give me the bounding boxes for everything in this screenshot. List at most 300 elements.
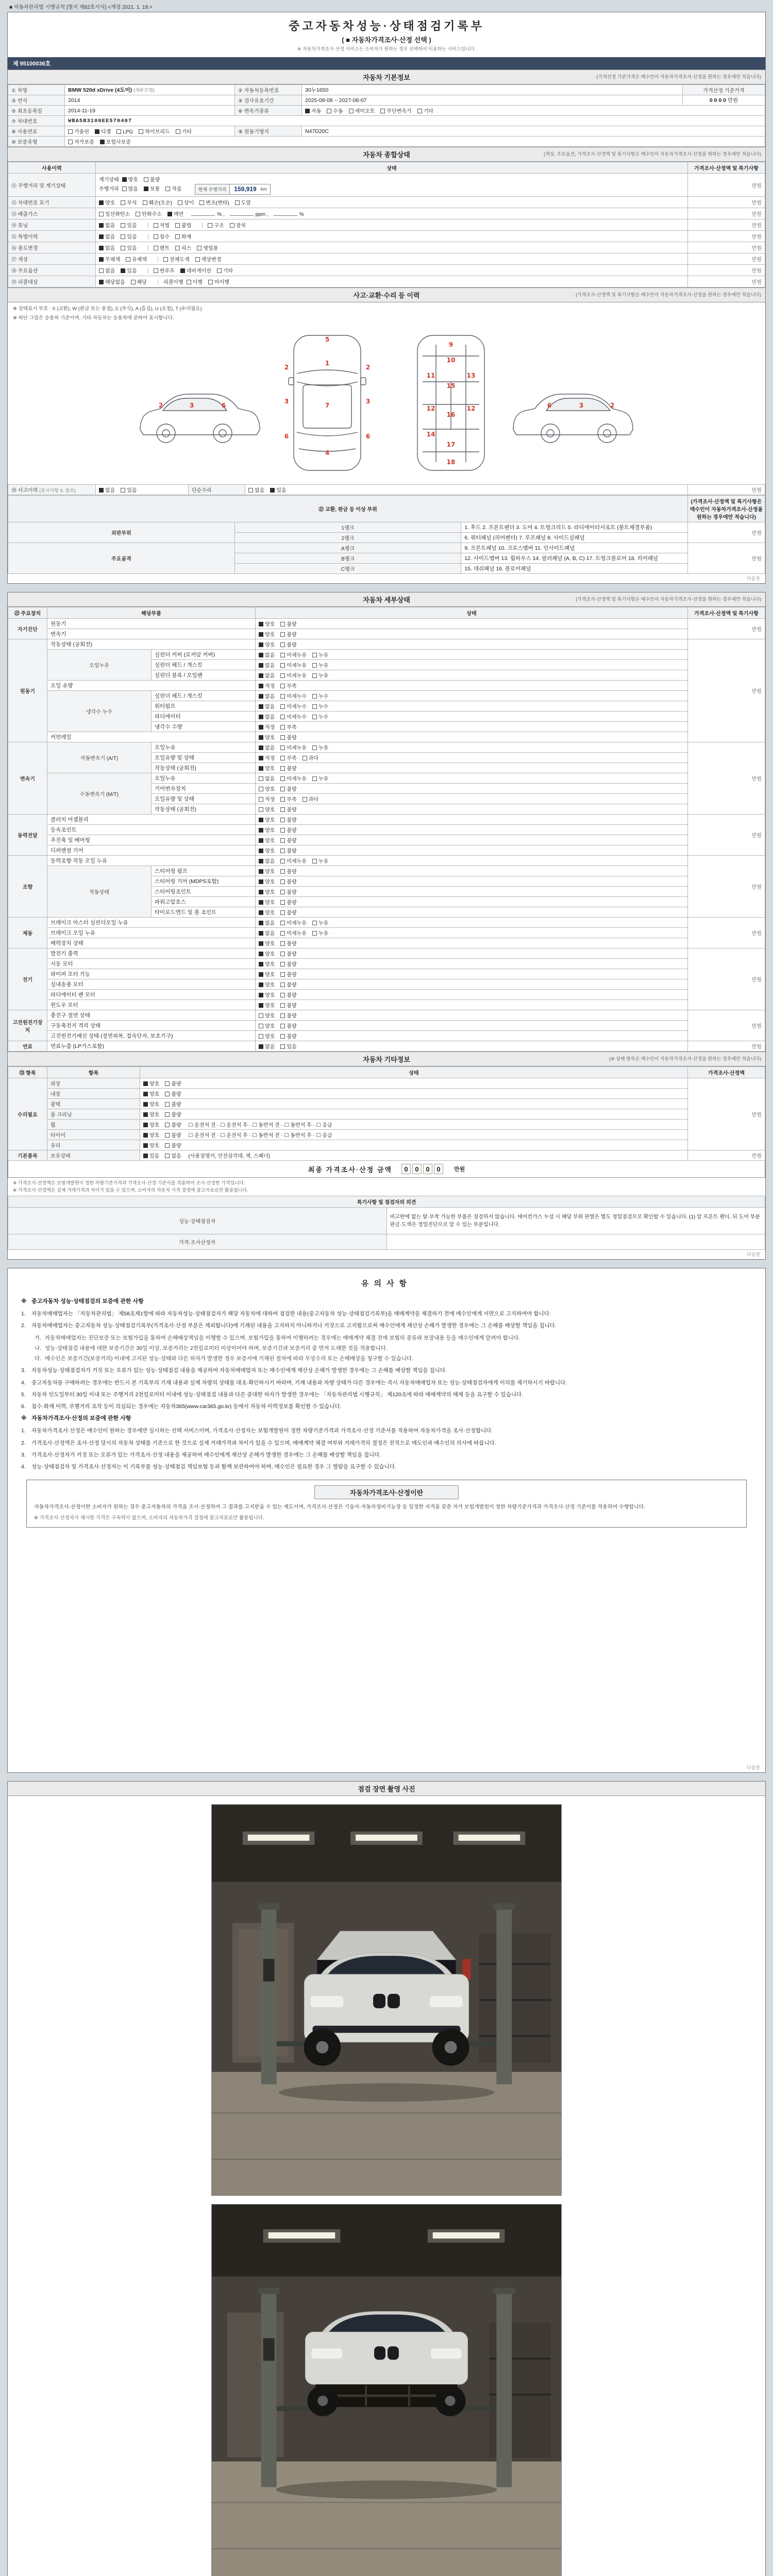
checkbox-box[interactable] [259, 952, 263, 956]
checkbox-불량[interactable] [280, 1024, 296, 1029]
checkbox-box[interactable] [280, 972, 285, 977]
checkbox-불량[interactable] [280, 900, 296, 906]
checkbox-미세누유[interactable] [280, 776, 307, 782]
checkbox-없음[interactable] [259, 1044, 275, 1050]
checkbox-없음[interactable] [99, 234, 115, 240]
checkbox-누유[interactable] [312, 776, 328, 782]
checkbox-이행[interactable] [187, 280, 203, 285]
checkbox-box[interactable] [312, 694, 317, 699]
checkbox-box[interactable] [165, 1123, 170, 1127]
checkbox-box[interactable] [259, 725, 263, 730]
checkbox-부족[interactable] [280, 756, 296, 761]
checkbox-기타[interactable] [417, 109, 433, 114]
checkbox-box[interactable] [280, 673, 285, 678]
checkbox-불량[interactable] [280, 818, 296, 823]
checkbox-box[interactable] [312, 673, 317, 678]
checkbox-box[interactable] [165, 1112, 170, 1117]
checkbox-box[interactable] [235, 200, 240, 205]
checkbox-box[interactable] [259, 931, 263, 936]
checkbox-미세누유[interactable] [280, 663, 307, 669]
checkbox-세미오토[interactable] [349, 109, 375, 114]
checkbox-해당[interactable] [131, 280, 147, 285]
checkbox-불량[interactable] [280, 941, 296, 947]
checkbox-부식[interactable] [121, 200, 137, 206]
checkbox-있음[interactable] [280, 1044, 296, 1050]
checkbox-box[interactable] [280, 632, 285, 637]
checkbox-box[interactable] [144, 187, 148, 191]
checkbox-box[interactable] [312, 776, 317, 781]
checkbox-불량[interactable] [280, 879, 296, 885]
checkbox-box[interactable] [417, 109, 422, 113]
checkbox-부족[interactable] [280, 797, 296, 803]
checkbox-box[interactable] [270, 488, 275, 493]
checkbox-누유[interactable] [312, 663, 328, 669]
checkbox-box[interactable] [280, 653, 285, 657]
checkbox-양호[interactable] [259, 869, 275, 875]
checkbox-box[interactable] [154, 234, 158, 239]
checkbox-box[interactable] [136, 212, 140, 216]
checkbox-box[interactable] [167, 212, 172, 216]
checkbox-box[interactable] [163, 257, 168, 262]
checkbox-양호[interactable] [259, 1024, 275, 1029]
checkbox-box[interactable] [280, 931, 285, 936]
checkbox-box[interactable] [259, 787, 263, 791]
checkbox-없음[interactable] [248, 488, 264, 494]
checkbox-누유[interactable] [312, 745, 328, 751]
checkbox-없음[interactable] [99, 268, 115, 274]
checkbox-box[interactable] [280, 807, 285, 812]
checkbox-불량[interactable] [280, 622, 296, 628]
checkbox-누유[interactable] [312, 653, 328, 658]
checkbox-불량[interactable] [280, 910, 296, 916]
checkbox-양호[interactable] [143, 1112, 159, 1118]
checkbox-전체도색[interactable] [163, 257, 190, 263]
checkbox-양호[interactable] [99, 200, 115, 206]
checkbox-양호[interactable] [259, 818, 275, 823]
checkbox-적정[interactable] [259, 725, 275, 731]
checkbox-양호[interactable] [259, 838, 275, 844]
checkbox-box[interactable] [280, 890, 285, 894]
checkbox-box[interactable] [208, 223, 212, 228]
checkbox-box[interactable] [143, 1102, 148, 1107]
checkbox-box[interactable] [280, 1044, 285, 1049]
checkbox-누유[interactable] [312, 921, 328, 926]
checkbox-불량[interactable] [280, 828, 296, 834]
checkbox-불량[interactable] [280, 735, 296, 741]
checkbox-box[interactable] [116, 129, 121, 134]
checkbox-양호[interactable] [143, 1092, 159, 1097]
checkbox-box[interactable] [259, 776, 263, 781]
checkbox-box[interactable] [99, 223, 104, 228]
checkbox-불법[interactable] [175, 223, 191, 229]
checkbox-box[interactable] [259, 859, 263, 863]
checkbox-양호[interactable] [259, 828, 275, 834]
checkbox-box[interactable] [259, 869, 263, 874]
checkbox-과다[interactable] [303, 756, 318, 761]
checkbox-box[interactable] [280, 900, 285, 905]
checkbox-box[interactable] [280, 694, 285, 699]
checkbox-미세누수[interactable] [280, 715, 307, 720]
checkbox-box[interactable] [259, 704, 263, 709]
checkbox-불량[interactable] [165, 1092, 181, 1097]
checkbox-box[interactable] [165, 1143, 170, 1148]
checkbox-box[interactable] [259, 1034, 263, 1039]
checkbox-자가보증[interactable] [68, 140, 94, 145]
checkbox-부족[interactable] [280, 684, 296, 689]
checkbox-box[interactable] [280, 952, 285, 956]
checkbox-미세누유[interactable] [280, 859, 307, 865]
checkbox-양호[interactable] [143, 1102, 159, 1108]
checkbox-box[interactable] [259, 838, 263, 843]
checkbox-불량[interactable] [165, 1123, 181, 1128]
checkbox-양호[interactable] [259, 642, 275, 648]
checkbox-있음[interactable] [121, 234, 137, 240]
checkbox-적정[interactable] [259, 756, 275, 761]
checkbox-장치[interactable] [230, 223, 246, 229]
checkbox-box[interactable] [327, 109, 331, 113]
checkbox-box[interactable] [165, 1102, 170, 1107]
checkbox-없음[interactable] [259, 663, 275, 669]
checkbox-화재[interactable] [175, 234, 191, 240]
checkbox-불량[interactable] [280, 952, 296, 957]
checkbox-box[interactable] [199, 200, 204, 205]
checkbox-box[interactable] [280, 756, 285, 760]
checkbox-변조(변타)[interactable] [199, 200, 229, 206]
checkbox-box[interactable] [259, 735, 263, 740]
checkbox-box[interactable] [280, 704, 285, 709]
checkbox-양호[interactable] [259, 890, 275, 895]
checkbox-box[interactable] [280, 684, 285, 688]
checkbox-없음[interactable] [99, 246, 115, 251]
checkbox-box[interactable] [312, 921, 317, 925]
checkbox-누유[interactable] [312, 673, 328, 679]
checkbox-box[interactable] [259, 622, 263, 626]
checkbox-누수[interactable] [312, 715, 328, 720]
checkbox-양호[interactable] [259, 1003, 275, 1009]
checkbox-불량[interactable] [144, 177, 160, 183]
checkbox-box[interactable] [280, 859, 285, 863]
checkbox-box[interactable] [280, 715, 285, 719]
checkbox-없음[interactable] [165, 1154, 181, 1159]
checkbox-없음[interactable] [259, 694, 275, 700]
checkbox-box[interactable] [259, 828, 263, 833]
checkbox-box[interactable] [280, 838, 285, 843]
checkbox-box[interactable] [280, 849, 285, 853]
checkbox-불량[interactable] [280, 787, 296, 792]
checkbox-썬루프[interactable] [154, 268, 175, 274]
checkbox-양호[interactable] [143, 1143, 159, 1149]
checkbox-침수[interactable] [154, 234, 170, 240]
checkbox-box[interactable] [165, 187, 170, 191]
checkbox-box[interactable] [280, 869, 285, 874]
checkbox-도말[interactable] [235, 200, 251, 206]
checkbox-box[interactable] [143, 1092, 148, 1096]
checkbox-적정[interactable] [259, 684, 275, 689]
checkbox-box[interactable] [305, 109, 310, 113]
checkbox-box[interactable] [280, 993, 285, 997]
checkbox-box[interactable] [99, 268, 104, 273]
checkbox-box[interactable] [259, 715, 263, 719]
checkbox-렌트[interactable] [154, 246, 170, 251]
checkbox-box[interactable] [312, 859, 317, 863]
checkbox-box[interactable] [259, 642, 263, 647]
checkbox-유채색[interactable] [126, 257, 147, 263]
checkbox-없음[interactable] [259, 745, 275, 751]
checkbox-상이[interactable] [178, 200, 194, 206]
checkbox-box[interactable] [99, 200, 104, 205]
checkbox-불량[interactable] [165, 1143, 181, 1149]
checkbox-box[interactable] [280, 1034, 285, 1039]
checkbox-불량[interactable] [280, 1034, 296, 1040]
checkbox-box[interactable] [121, 488, 125, 493]
checkbox-미세누유[interactable] [280, 931, 307, 937]
checkbox-box[interactable] [280, 663, 285, 668]
checkbox-box[interactable] [259, 1013, 263, 1018]
checkbox-box[interactable] [280, 797, 285, 802]
checkbox-불량[interactable] [280, 642, 296, 648]
checkbox-양호[interactable] [259, 1013, 275, 1019]
checkbox-box[interactable] [154, 246, 158, 250]
checkbox-없음[interactable] [99, 488, 115, 494]
checkbox-box[interactable] [180, 268, 185, 273]
checkbox-네비게이션[interactable] [180, 268, 211, 274]
checkbox-LPG[interactable] [116, 129, 133, 135]
checkbox-무단변속기[interactable] [380, 109, 411, 114]
checkbox-구조[interactable] [208, 223, 224, 229]
checkbox-수동[interactable] [327, 109, 343, 114]
checkbox-없음[interactable] [99, 223, 115, 229]
checkbox-box[interactable] [165, 1133, 170, 1138]
checkbox-box[interactable] [259, 766, 263, 771]
checkbox-box[interactable] [131, 280, 136, 284]
checkbox-누유[interactable] [312, 859, 328, 865]
checkbox-불량[interactable] [165, 1112, 181, 1118]
checkbox-기타[interactable] [217, 268, 233, 274]
checkbox-미세누유[interactable] [280, 921, 307, 926]
checkbox-box[interactable] [280, 735, 285, 740]
checkbox-부족[interactable] [280, 725, 296, 731]
checkbox-미세누수[interactable] [280, 694, 307, 700]
checkbox-box[interactable] [259, 849, 263, 853]
checkbox-box[interactable] [259, 910, 263, 915]
checkbox-자동[interactable] [305, 109, 321, 114]
checkbox-box[interactable] [187, 280, 191, 284]
checkbox-양호[interactable] [259, 849, 275, 854]
checkbox-미세누유[interactable] [280, 745, 307, 751]
checkbox-box[interactable] [165, 1154, 170, 1158]
checkbox-box[interactable] [259, 900, 263, 905]
checkbox-없음[interactable] [259, 673, 275, 679]
checkbox-box[interactable] [259, 673, 263, 678]
checkbox-양호[interactable] [259, 972, 275, 978]
checkbox-box[interactable] [121, 268, 125, 273]
checkbox-불량[interactable] [280, 890, 296, 895]
checkbox-box[interactable] [280, 776, 285, 781]
checkbox-box[interactable] [280, 879, 285, 884]
checkbox-box[interactable] [165, 1081, 170, 1086]
checkbox-box[interactable] [259, 921, 263, 925]
checkbox-box[interactable] [280, 910, 285, 915]
checkbox-가솔린[interactable] [68, 129, 89, 135]
checkbox-양호[interactable] [259, 807, 275, 813]
checkbox-box[interactable] [259, 694, 263, 699]
checkbox-양호[interactable] [259, 787, 275, 792]
checkbox-box[interactable] [259, 818, 263, 822]
checkbox-일산화탄소[interactable] [99, 212, 130, 217]
checkbox-box[interactable] [259, 653, 263, 657]
checkbox-box[interactable] [217, 268, 222, 273]
checkbox-box[interactable] [144, 177, 148, 182]
checkbox-box[interactable] [259, 797, 263, 802]
checkbox-보통[interactable] [144, 187, 160, 192]
checkbox-box[interactable] [143, 200, 147, 205]
checkbox-양호[interactable] [259, 941, 275, 947]
checkbox-box[interactable] [126, 257, 130, 262]
checkbox-box[interactable] [280, 941, 285, 946]
checkbox-box[interactable] [259, 807, 263, 812]
checkbox-box[interactable] [95, 129, 99, 134]
checkbox-box[interactable] [122, 187, 127, 191]
checkbox-box[interactable] [99, 280, 104, 284]
checkbox-box[interactable] [99, 246, 104, 250]
checkbox-box[interactable] [312, 715, 317, 719]
checkbox-없음[interactable] [259, 715, 275, 720]
checkbox-없음[interactable] [259, 776, 275, 782]
checkbox-box[interactable] [312, 745, 317, 750]
checkbox-box[interactable] [139, 129, 143, 134]
checkbox-box[interactable] [280, 1013, 285, 1018]
checkbox-box[interactable] [121, 234, 125, 239]
checkbox-box[interactable] [121, 246, 125, 250]
checkbox-불량[interactable] [280, 632, 296, 638]
checkbox-box[interactable] [230, 223, 234, 228]
checkbox-box[interactable] [143, 1143, 148, 1148]
checkbox-영업용[interactable] [197, 246, 218, 251]
checkbox-box[interactable] [280, 1024, 285, 1028]
checkbox-box[interactable] [143, 1112, 148, 1117]
checkbox-box[interactable] [248, 488, 253, 493]
checkbox-양호[interactable] [259, 982, 275, 988]
checkbox-있음[interactable] [121, 488, 137, 494]
checkbox-box[interactable] [280, 962, 285, 967]
checkbox-box[interactable] [303, 797, 307, 802]
checkbox-box[interactable] [143, 1133, 148, 1138]
checkbox-누유[interactable] [312, 931, 328, 937]
checkbox-box[interactable] [280, 787, 285, 791]
checkbox-적음[interactable] [165, 187, 181, 192]
checkbox-box[interactable] [312, 931, 317, 936]
checkbox-없음[interactable] [259, 653, 275, 658]
checkbox-불량[interactable] [165, 1133, 181, 1139]
checkbox-box[interactable] [143, 1081, 148, 1086]
checkbox-있음[interactable] [143, 1154, 159, 1159]
checkbox-양호[interactable] [259, 735, 275, 741]
checkbox-불량[interactable] [280, 807, 296, 813]
checkbox-과다[interactable] [303, 797, 318, 803]
checkbox-불량[interactable] [165, 1102, 181, 1108]
checkbox-box[interactable] [380, 109, 385, 113]
checkbox-탄화수소[interactable] [136, 212, 162, 217]
checkbox-box[interactable] [143, 1123, 148, 1127]
checkbox-box[interactable] [280, 622, 285, 626]
checkbox-box[interactable] [349, 109, 354, 113]
checkbox-있음[interactable] [121, 268, 137, 274]
checkbox-box[interactable] [280, 818, 285, 822]
checkbox-box[interactable] [154, 268, 158, 273]
checkbox-box[interactable] [280, 642, 285, 647]
checkbox-box[interactable] [303, 756, 307, 760]
checkbox-불량[interactable] [280, 766, 296, 772]
checkbox-양호[interactable] [122, 177, 138, 183]
checkbox-box[interactable] [165, 1092, 170, 1096]
checkbox-box[interactable] [143, 1154, 148, 1158]
checkbox-box[interactable] [100, 140, 105, 144]
checkbox-불량[interactable] [280, 1013, 296, 1019]
checkbox-box[interactable] [197, 246, 201, 250]
checkbox-box[interactable] [154, 223, 158, 228]
checkbox-양호[interactable] [259, 962, 275, 968]
checkbox-양호[interactable] [259, 766, 275, 772]
checkbox-box[interactable] [176, 129, 180, 134]
checkbox-box[interactable] [312, 704, 317, 709]
checkbox-box[interactable] [122, 177, 127, 182]
checkbox-양호[interactable] [143, 1133, 159, 1139]
checkbox-미세누수[interactable] [280, 704, 307, 710]
checkbox-불량[interactable] [280, 982, 296, 988]
checkbox-양호[interactable] [259, 910, 275, 916]
checkbox-box[interactable] [259, 890, 263, 894]
checkbox-해당없음[interactable] [99, 280, 125, 285]
checkbox-미세누유[interactable] [280, 653, 307, 658]
checkbox-하이브리드[interactable] [139, 129, 170, 135]
checkbox-적법[interactable] [154, 223, 170, 229]
checkbox-box[interactable] [208, 280, 213, 284]
checkbox-box[interactable] [99, 234, 104, 239]
checkbox-훼손(오손)[interactable] [143, 200, 172, 206]
checkbox-box[interactable] [280, 828, 285, 833]
checkbox-box[interactable] [259, 972, 263, 977]
checkbox-box[interactable] [259, 993, 263, 997]
checkbox-양호[interactable] [259, 622, 275, 628]
checkbox-없음[interactable] [259, 931, 275, 937]
checkbox-양호[interactable] [259, 879, 275, 885]
checkbox-디젤[interactable] [95, 129, 111, 135]
checkbox-box[interactable] [99, 212, 104, 216]
checkbox-box[interactable] [259, 632, 263, 637]
checkbox-양호[interactable] [259, 900, 275, 906]
checkbox-box[interactable] [259, 684, 263, 688]
checkbox-box[interactable] [99, 488, 104, 493]
checkbox-양호[interactable] [143, 1123, 159, 1128]
checkbox-box[interactable] [312, 653, 317, 657]
checkbox-양호[interactable] [259, 993, 275, 998]
checkbox-box[interactable] [280, 745, 285, 750]
checkbox-매연[interactable] [167, 212, 183, 217]
checkbox-불량[interactable] [280, 869, 296, 875]
checkbox-box[interactable] [68, 140, 73, 144]
checkbox-box[interactable] [99, 257, 104, 262]
checkbox-양호[interactable] [259, 1034, 275, 1040]
checkbox-리스[interactable] [175, 246, 191, 251]
checkbox-없음[interactable] [259, 704, 275, 710]
checkbox-누수[interactable] [312, 694, 328, 700]
checkbox-box[interactable] [259, 962, 263, 967]
checkbox-많음[interactable] [122, 187, 138, 192]
checkbox-불량[interactable] [165, 1081, 181, 1087]
checkbox-box[interactable] [312, 663, 317, 668]
checkbox-box[interactable] [259, 1024, 263, 1028]
checkbox-미세누유[interactable] [280, 673, 307, 679]
